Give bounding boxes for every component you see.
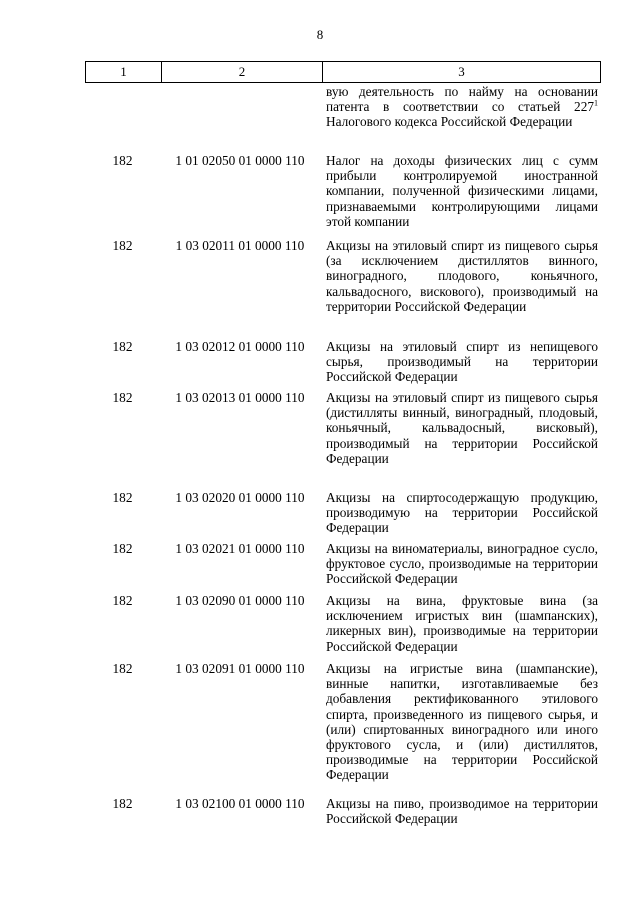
page-number: 8: [316, 27, 324, 42]
description: Акцизы на виноматериалы, виноградное сусло, фруктовое сусло, производимые на территории Российской Федерации: [326, 541, 598, 587]
table-row: [85, 390, 601, 466]
column-header-1: 1: [86, 62, 162, 82]
description: Акцизы на этиловый спирт из пищевого сырья (дистилляты винный, виноградный, плодовый, коньячный, кальвадосный, висковый), производимый на территории Российской Федерации: [326, 390, 598, 466]
description: Акцизы на вина, фруктовые вина (за исключением игристых вин (шампанских), ликерных вин), производимые на территории Российской Федерации: [326, 593, 598, 654]
admin-code: 182: [112, 490, 133, 505]
admin-code: 182: [112, 238, 133, 253]
admin-code: 182: [112, 796, 133, 811]
table-row: [85, 541, 601, 587]
budget-code: 1 03 02090 01 0000 110: [175, 593, 305, 608]
table-row: [85, 339, 601, 385]
admin-code: 182: [112, 593, 133, 608]
description: Акцизы на спиртосодержащую продукцию, производимую на территории Российской Федерации: [326, 490, 598, 536]
budget-code: 1 03 02011 01 0000 110: [175, 238, 305, 253]
admin-code: 182: [112, 153, 133, 168]
admin-code: 182: [112, 339, 133, 354]
table-row: [85, 796, 601, 826]
description: Акцизы на этиловый спирт из пищевого сырья (за исключением дистиллятов винного, виноградного, плодового, коньячного, кальвадосного, вискового), производимый на территории Российской Федерации: [326, 238, 598, 314]
admin-code: 182: [112, 541, 133, 556]
budget-code: 1 01 02050 01 0000 110: [175, 153, 305, 168]
budget-code: 1 03 02013 01 0000 110: [175, 390, 305, 405]
description: Акцизы на игристые вина (шампанские), винные напитки, изготавливаемые без добавления ректификованного этилового спирта, произведенного из пищевого сырья, и (или) спиртованных виноградного или иного фруктового сусла, и (или) дистиллятов, производимые на территории Российской Федерации: [326, 661, 598, 783]
table-header: [85, 61, 601, 83]
description: Налог на доходы физических лиц с сумм прибыли контролируемой иностранной компании, полученной физическими лицами, признаваемыми контролирующими лицами этой компании: [326, 153, 598, 229]
column-header-2: 2: [162, 62, 323, 82]
codes-table: [85, 61, 601, 827]
budget-code: 1 03 02020 01 0000 110: [175, 490, 305, 505]
description: Акцизы на пиво, производимое на территории Российской Федерации: [326, 796, 598, 827]
table-row: [85, 490, 601, 536]
budget-code: 1 03 02021 01 0000 110: [175, 541, 305, 556]
table-row: [85, 661, 601, 783]
budget-code: 1 03 02100 01 0000 110: [175, 796, 305, 811]
column-header-3: 3: [458, 64, 465, 79]
table-row-continuation: [85, 84, 601, 130]
table-row: [85, 153, 601, 229]
description: Акцизы на этиловый спирт из непищевого сырья, производимый на территории Российской Федерации: [326, 339, 598, 385]
budget-code: 1 03 02012 01 0000 110: [175, 339, 305, 354]
table-row: [85, 238, 601, 314]
table-row: [85, 593, 601, 654]
continuation-text: вую деятельность по найму на основании патента в соответствии со статьей $227^1$ Налогового кодекса Российской Федерации: [326, 84, 598, 130]
admin-code: 182: [112, 661, 133, 676]
admin-code: 182: [112, 390, 133, 405]
budget-code: 1 03 02091 01 0000 110: [175, 661, 305, 676]
